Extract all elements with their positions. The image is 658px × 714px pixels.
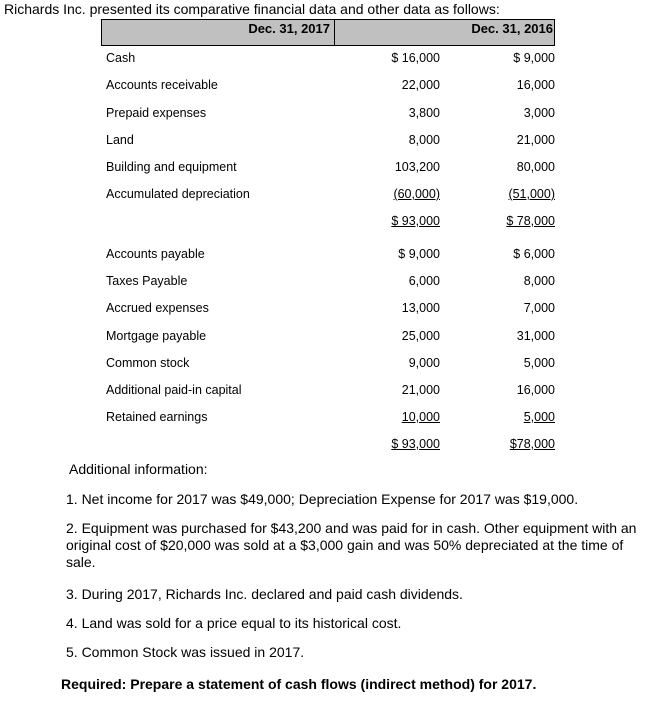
intro-text: Richards Inc. presented its comparative financial data and other data as follows: [4,1,500,17]
value-2016: $ 9,000 [513,51,555,65]
table-row [0,274,658,292]
note-item: 3. During 2017, Richards Inc. declared and paid cash dividends. [66,586,463,602]
additional-info-title: Additional information: [69,461,208,477]
total-2016: $78,000 [509,437,555,451]
value-2017: 10,000 [401,410,440,424]
value-2016: 21,000 [516,133,555,147]
value-2016: 80,000 [516,160,555,174]
value-2017: 6,000 [408,274,440,288]
table-row [0,51,658,69]
note-item: 1. Net income for 2017 was $49,000; Depreciation Expense for 2017 was $19,000. [66,491,579,507]
table-row [0,133,658,151]
value-2017: (60,000) [393,187,440,201]
row-label: Accrued expenses [106,301,209,315]
table-row [0,187,658,205]
row-label: Additional paid-in capital [106,383,242,397]
row-label: Accumulated depreciation [106,187,250,201]
value-2017: 8,000 [408,133,440,147]
table-row [0,78,658,96]
header-2016: Dec. 31, 2016 [471,21,553,36]
row-label: Accounts receivable [106,78,218,92]
note-item: 2. Equipment was purchased for $43,200 and was paid for in cash. Other equipment with an original cost of $20,000 was sold at a $3,000 gain and was 50% depreciated at the time of sale. [66,520,637,570]
note-item: 4. Land was sold for a price equal to its historical cost. [66,615,402,631]
table-row [0,329,658,347]
row-label: Land [106,133,134,147]
note-item: 5. Common Stock was issued in 2017. [66,644,305,660]
total-2016: $ 78,000 [506,214,555,228]
table-row [0,383,658,401]
table-row [0,160,658,178]
value-2017: 13,000 [401,301,440,315]
table-row [0,410,658,428]
row-label: Cash [106,51,136,65]
table-row [0,356,658,374]
table-row [0,106,658,124]
value-2016: 31,000 [516,329,555,343]
value-2017: 21,000 [401,383,440,397]
assets-total-row [0,214,658,232]
table-row [0,247,658,265]
required-instruction: Required: Prepare a statement of cash flows (indirect method) for 2017. [61,676,537,692]
value-2016: 3,000 [523,106,555,120]
row-label: Building and equipment [106,160,237,174]
row-label: Common stock [106,356,190,370]
value-2017: 25,000 [401,329,440,343]
value-2016: (51,000) [508,187,555,201]
value-2017: 3,800 [408,106,440,120]
value-2017: 103,200 [394,160,440,174]
row-label: Accounts payable [106,247,205,261]
row-label: Prepaid expenses [106,106,207,120]
header-divider [334,20,335,45]
value-2017: 9,000 [408,356,440,370]
table-row [0,301,658,319]
value-2016: 16,000 [516,383,555,397]
value-2017: 22,000 [401,78,440,92]
liabilities-total-row [0,437,658,455]
row-label: Mortgage payable [106,329,207,343]
value-2016: 16,000 [516,78,555,92]
value-2017: $ 16,000 [391,51,440,65]
row-label: Taxes Payable [106,274,188,288]
row-label: Retained earnings [106,410,208,424]
value-2016: 5,000 [523,410,555,424]
value-2016: $ 6,000 [513,247,555,261]
total-2017: $ 93,000 [391,214,440,228]
header-2017: Dec. 31, 2017 [248,21,330,36]
total-2017: $ 93,000 [391,437,440,451]
value-2016: 7,000 [523,301,555,315]
value-2016: 8,000 [523,274,555,288]
table-header [101,19,555,46]
value-2017: $ 9,000 [398,247,440,261]
value-2016: 5,000 [523,356,555,370]
